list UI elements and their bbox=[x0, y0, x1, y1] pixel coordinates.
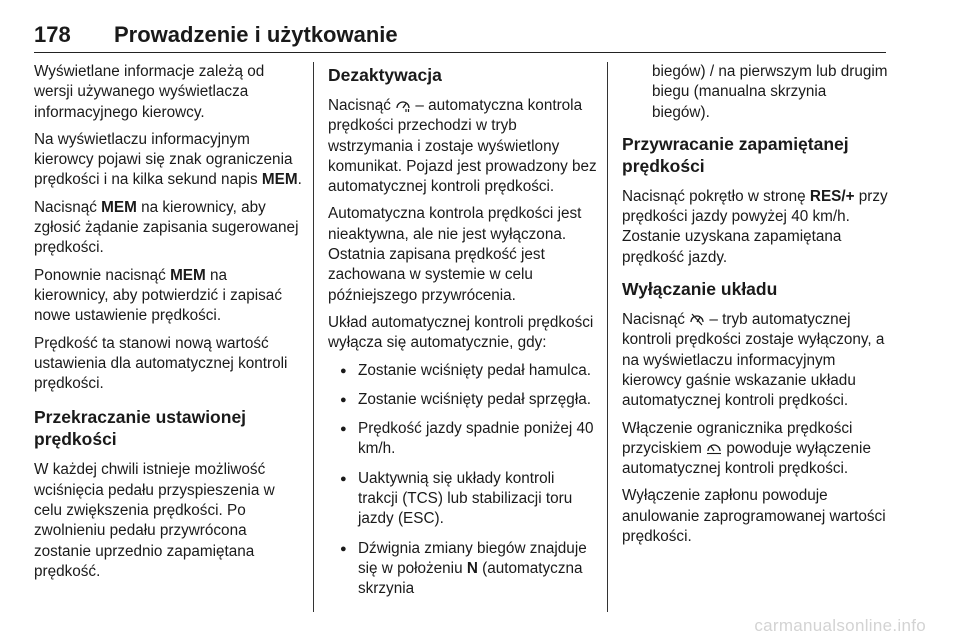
paragraph: Układ automatycznej kontroli prędkości wyłącza się automatycznie, gdy: bbox=[328, 313, 594, 352]
paragraph: Wyłączenie zapłonu powoduje anulowanie zaprogramowanej wartości prędkości. bbox=[622, 487, 886, 546]
column-right bbox=[622, 62, 888, 554]
paragraph: Nacisnąć – automatyczna kontrola prędkości przechodzi w tryb wstrzymania i zostaje wyświetlony komunikat. Pojazd jest prowadzony bez automatycznej kontroli prędkości. bbox=[328, 97, 597, 196]
list-item: ● Uaktywnią się układy kontroli trakcji (TCS) lub stabilizacji toru jazdy (ESC). bbox=[328, 469, 598, 530]
section-heading: Dezaktywacja bbox=[328, 65, 442, 85]
section-heading: Przekraczanie ustawionej prędkości bbox=[34, 407, 247, 450]
column-middle bbox=[328, 62, 598, 609]
section-heading: Przywracanie zapamiętanej prędkości bbox=[622, 133, 849, 176]
paragraph: Włączenie ogranicznika prędkości przyciskiem powoduje wyłączenie automatycznej kontroli prędkości. bbox=[622, 419, 871, 478]
page-header bbox=[34, 16, 886, 53]
paragraph: Wyświetlane informacje zależą od wersji używanego wyświetlacza informacyjnego kierowcy. bbox=[34, 63, 265, 121]
list-item: ● Zostanie wciśnięty pedał sprzęgła. bbox=[328, 390, 598, 410]
paragraph: Ponownie nacisnąć MEM na kierownicy, aby potwierdzić i zapisać nowe ustawienie prędkości. bbox=[34, 266, 282, 325]
cruise-off-icon bbox=[689, 312, 705, 326]
cruise-pause-icon bbox=[395, 98, 411, 112]
page-number: 178 bbox=[34, 22, 71, 47]
paragraph: Automatyczna kontrola prędkości jest nieaktywna, ale nie jest wyłączona. Ostatnia zapisana prędkość jest zachowana w systemie w celu późniejszego przywrócenia. bbox=[328, 205, 582, 304]
paragraph: Nacisnąć MEM na kierownicy, aby zgłosić żądanie zapisania sugerowanej prędkości. bbox=[34, 198, 299, 257]
paragraph: W każdej chwili istnieje możliwość wciśnięcia pedału przyspieszenia w celu zwiększenia prędkości. Po zwolnieniu pedału przywrócona zostanie uprzednio zapamiętana prędkość. bbox=[34, 461, 275, 580]
watermark: carmanualsonline.info bbox=[754, 616, 926, 635]
paragraph: Nacisnąć pokrętło w stronę RES/+ przy prędkości jazdy powyżej 40 km/h. Zostanie uzyskana zapamiętana prędkość jazdy. bbox=[622, 187, 888, 266]
paragraph: Nacisnąć – tryb automatycznej kontroli prędkości zostaje wyłączony, a na wyświetlaczu informacyjnym kierowcy gaśnie wskazanie układu automatycznej kontroli prędkości. bbox=[622, 311, 885, 410]
paragraph: biegów) / na pierwszym lub drugim biegu (manualna skrzynia biegów). bbox=[652, 63, 888, 121]
column-divider bbox=[607, 62, 608, 612]
list-item: ● Dźwignia zmiany biegów znajduje się w położeniu N (automatyczna skrzynia bbox=[328, 539, 598, 600]
page-title: Prowadzenie i użytkowanie bbox=[114, 22, 398, 47]
column-divider bbox=[313, 62, 314, 612]
speed-limiter-icon bbox=[706, 441, 722, 455]
list-item: ● Zostanie wciśnięty pedał hamulca. bbox=[328, 361, 598, 381]
paragraph: Na wyświetlaczu informacyjnym kierowcy pojawi się znak ograniczenia prędkości i na kilka sekund napis MEM. bbox=[34, 130, 302, 189]
section-heading: Wyłączanie układu bbox=[622, 279, 778, 300]
paragraph: Prędkość ta stanowi nową wartość ustawienia dla automatycznej kontroli prędkości. bbox=[34, 334, 288, 393]
condition-list bbox=[328, 361, 598, 600]
column-left bbox=[34, 62, 302, 589]
list-item: ● Prędkość jazdy spadnie poniżej 40 km/h. bbox=[328, 419, 598, 460]
